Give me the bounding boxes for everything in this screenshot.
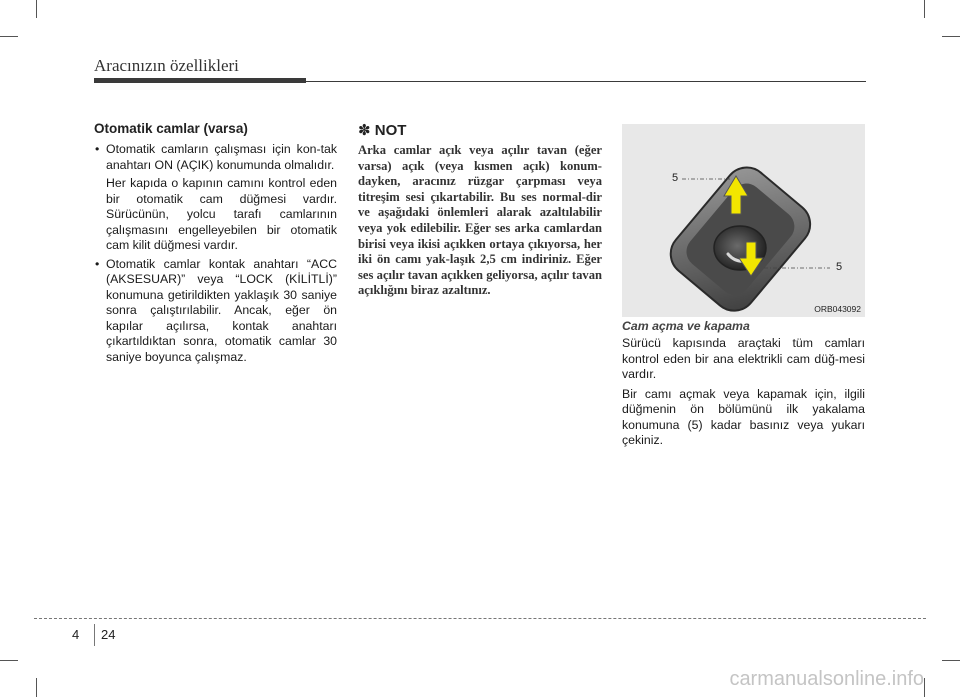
callout-label: 5 (836, 261, 843, 273)
list-item (94, 142, 337, 254)
window-switch-drawing (622, 124, 865, 317)
right-column (622, 319, 865, 453)
crop-mark (942, 36, 960, 37)
figure-code: ORB043092 (814, 304, 861, 314)
left-column (94, 121, 337, 368)
crop-mark (0, 660, 18, 661)
crop-mark (36, 0, 37, 18)
note-title: ✽ NOT (358, 122, 407, 139)
crop-mark (924, 0, 925, 18)
crop-mark (924, 678, 925, 697)
list-item-text: Otomatik camların çalışması için kon-tak anahtarı ON (AÇIK) konumunda olmalıdır. (106, 142, 337, 172)
page-number: 24 (101, 627, 116, 642)
window-switch-illustration (622, 124, 865, 317)
callout-label: 5 (672, 172, 679, 184)
paragraph: Sürücü kapısında araçtaki tüm camları kontrol eden bir ana elektrikli cam düğ-mesi vardır. (622, 336, 865, 381)
footer-rule (34, 618, 926, 619)
crop-mark (0, 36, 18, 37)
crop-mark (36, 678, 37, 697)
chapter-number: 4 (72, 627, 80, 642)
list-item-text: Her kapıda o kapının camını kontrol eden bir otomatik cam düğmesi vardır. Sürücünün, yolcu tarafı camlarının çalışmasını engelleyebilen bir otomatik cam kilit düğmesi vardır. (106, 176, 337, 252)
header-rule-thick (94, 78, 306, 83)
list-item (94, 257, 337, 366)
crop-mark (942, 660, 960, 661)
paragraph: Bir camı açmak veya kapamak için, ilgili düğmenin ön bölümünü ilk yakalama konumuna (5) kadar basınız veya yukarı çekiniz. (622, 386, 865, 447)
watermark: carmanualsonline.info (729, 668, 924, 690)
note-box (358, 121, 602, 299)
page-header-title: Aracınızın özellikleri (94, 56, 239, 75)
list-item-text: Otomatik camlar kontak anahtarı “ACC (AKSESUAR)” veya “LOCK (KİLİTLİ)” konumuna getirildikten yaklaşık 30 saniye sonra çalıştırılabilir. Ancak, eğer ön kapılar açılırsa, kontak anahtarı çıkartıldıktan sonra, otomatik camlar 30 saniye boyunca çalışmaz. (106, 256, 337, 364)
section-title: Otomatik camlar (varsa) (94, 121, 248, 136)
note-body: Arka camlar açık veya açılır tavan (eğer varsa) açık (veya kısmen açık) konum-dayken, aracınız rüzgar çarpması veya titreşim sesi çıkartabilir. Bu ses normal-dir ve aşağıdaki önlemleri alarak azaltılabilir veya yok edilebilir. Eğer ses arka camlardan birisi veya ikisi açıkken ortaya çıkıyorsa, her iki ön camı yak-laşık 2,5 cm indiriniz. Eğer ses açılır tavan açıkken geliyorsa, açılır tavan açıklığını biraz azaltınız. (358, 143, 602, 298)
subsection-title: Cam açma ve kapama (622, 319, 750, 333)
bullet-list (94, 142, 337, 365)
header-rule-thin (306, 81, 866, 82)
page-number-divider (94, 624, 95, 646)
